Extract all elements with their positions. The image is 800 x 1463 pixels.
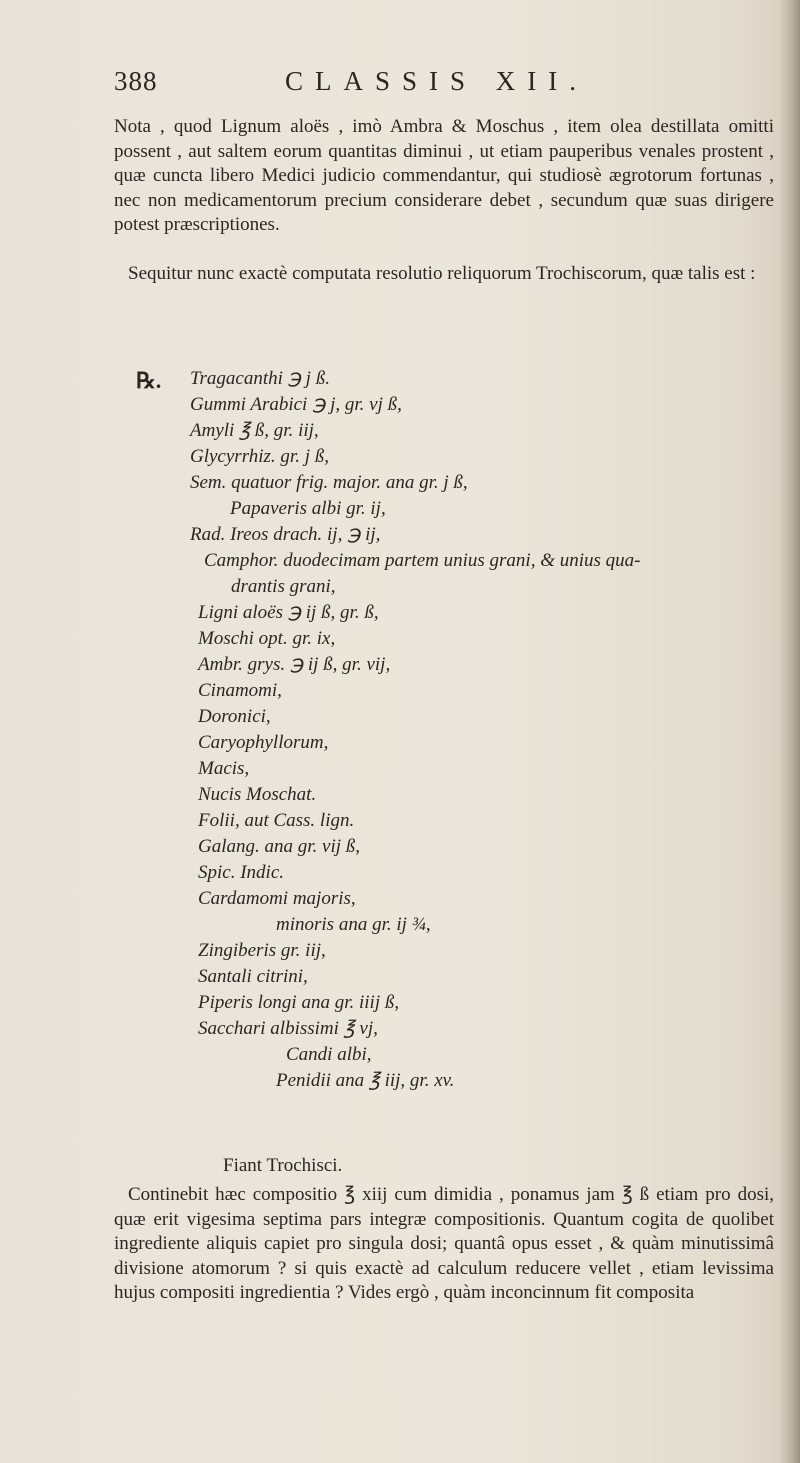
recipe-line: Folii, aut Cass. lign. <box>198 810 355 831</box>
recipe-line: drantis grani, <box>231 576 336 597</box>
recipe-line: Sem. quatuor frig. major. ana gr. j ß, <box>190 472 468 493</box>
recipe-line: Glycyrrhiz. gr. j ß, <box>190 446 329 467</box>
recipe-line: Galang. ana gr. vij ß, <box>198 836 361 857</box>
recipe-line: Cinamomi, <box>198 680 282 701</box>
recipe-line: minoris ana gr. ij ¾, <box>276 914 431 935</box>
recipe-fiant: Fiant Trochisci. <box>223 1155 343 1176</box>
page-number: 388 <box>114 66 158 96</box>
recipe-line: Nucis Moschat. <box>198 784 317 805</box>
recipe-ingredient-list <box>186 366 786 1094</box>
recipe-line: Gummi Arabici ℈ j, gr. vj ß, <box>190 394 402 415</box>
recipe-line: Penidii ana ℥ iij, gr. xv. <box>276 1070 455 1091</box>
recipe-line: Camphor. duodecimam partem unius grani, & unius qua- <box>204 550 641 571</box>
recipe-line: Papaveris albi gr. ij, <box>230 498 386 519</box>
recipe-line: Sacchari albissimi ℥ vj, <box>198 1018 378 1039</box>
running-head: CLASSIS XII. <box>285 66 589 96</box>
recipe-line: Rad. Ireos drach. ij, ℈ ij, <box>190 524 381 545</box>
recipe-line: Ambr. grys. ℈ ij ß, gr. vij, <box>198 654 391 675</box>
page-header <box>114 66 674 106</box>
recipe-symbol: ℞. <box>136 368 162 393</box>
paragraph-nota: Nota , quod Lignum aloës , imò Ambra & Moschus , item olea destillata omitti possent , aut saltem eorum quantitas diminui , ut etiam pauperibus venales prostent , quæ cuncta libero Medici judicio commendantur, qui studiosè ægrotorum fortunas , nec non medicamentorum precium considerare debet , secundum quæ suas dirigere potest præscriptiones. <box>114 116 774 235</box>
recipe-line: Macis, <box>198 758 250 779</box>
recipe-line: Santali citrini, <box>198 966 308 987</box>
recipe-line: Tragacanthi ℈ j ß. <box>190 368 330 389</box>
recipe-line: Candi albi, <box>286 1044 372 1065</box>
recipe-line: Cardamomi majoris, <box>198 888 356 909</box>
recipe-line: Piperis longi ana gr. iiij ß, <box>198 992 400 1013</box>
recipe-line: Zingiberis gr. iij, <box>198 940 326 961</box>
paragraph-continebit: Continebit hæc compositio ℥ xiij cum dimidia , ponamus jam ℥ ß etiam pro dosi, quæ erit vigesima septima pars integræ compositionis. Quantum cogita de quolibet ingrediente aliquis capiet pro singula dosi; quantâ opus esset , & quàm minutissimâ divisione atomorum ? si quis exactè ad calculum reducere vellet , etiam levissima hujus compositi ingredientia ? Vides ergò , quàm inconcinnum fit composita <box>114 1184 774 1303</box>
recipe-line: Moschi opt. gr. ix, <box>198 628 336 649</box>
recipe-line: Ligni aloës ℈ ij ß, gr. ß, <box>198 602 379 623</box>
recipe-line: Doronici, <box>198 706 271 727</box>
paragraph-sequitur: Sequitur nunc exactè computata resolutio reliquorum Trochiscorum, quæ talis est : <box>128 263 756 284</box>
recipe-line: Amyli ℥ ß, gr. iij, <box>190 420 319 441</box>
recipe-line: Caryophyllorum, <box>198 732 329 753</box>
recipe-line: Spic. Indic. <box>198 862 285 883</box>
